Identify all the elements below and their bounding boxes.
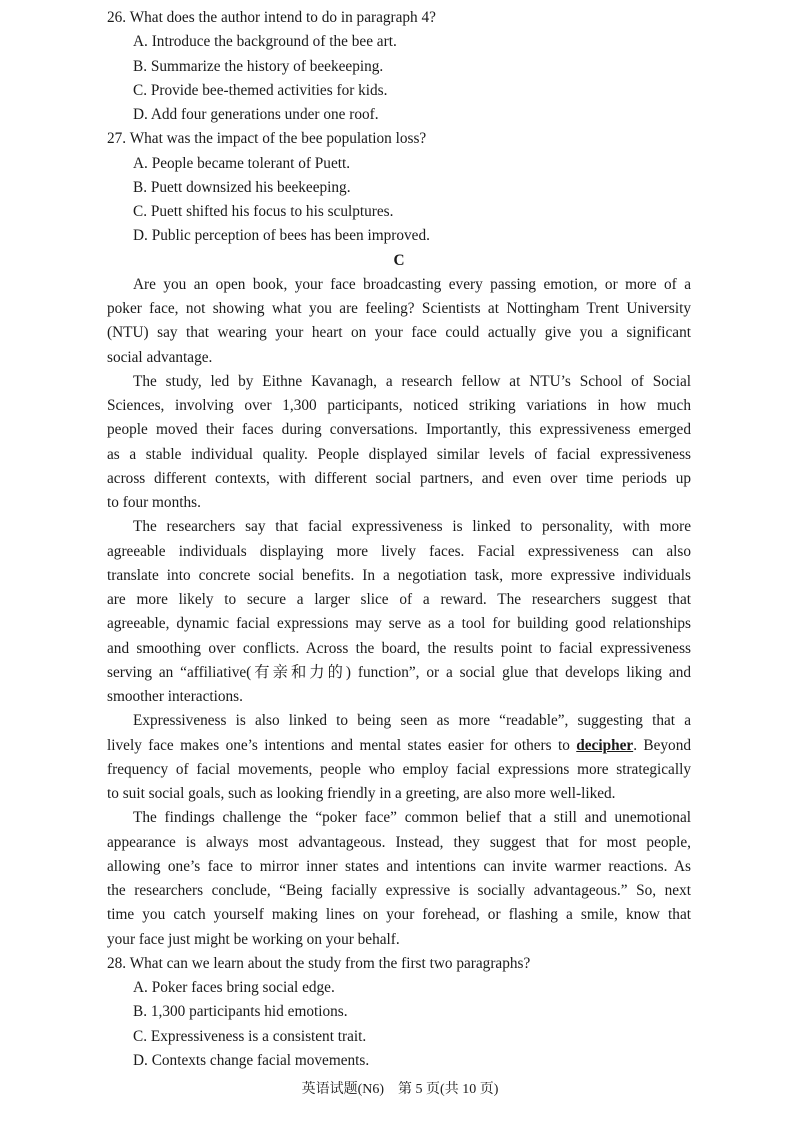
line: Are you an open book, your face broadcasting every passing emotion, or more of a (133, 275, 691, 293)
question-number: 27. (107, 130, 127, 148)
line: agreeable, dynamic facial expressions may serve as a tool for building good relationships (107, 615, 691, 633)
option-b: B. Summarize the history of beekeeping. (133, 57, 384, 75)
line (107, 734, 691, 758)
option-b: B. Puett downsized his beekeeping. (133, 178, 351, 196)
stem-text: What can we learn about the study from the first two paragraphs? (129, 954, 531, 972)
option-a: A. Poker faces bring social edge. (133, 979, 335, 996)
line: Expressiveness is also linked to being seen as more “readable”, suggesting that a (133, 712, 691, 730)
page-footer: 英语试题(N6) 第 5 页(共 10 页) (301, 1082, 499, 1097)
line: poker face, not showing what you are feeling? Scientists at Nottingham Trent University (107, 300, 691, 317)
line: The researchers say that facial expressiveness is linked to personality, with more (133, 518, 691, 536)
paragraph-1 (107, 273, 691, 370)
question-26 (107, 6, 691, 127)
exam-page (107, 6, 691, 1073)
line: appearance is always most advantageous. Instead, they suggest that for most people, (107, 833, 691, 851)
line: the researchers conclude, “Being facially expressive is socially advantageous.” So, next (107, 882, 691, 899)
stem-text: What does the author intend to do in paragraph 4? (129, 9, 436, 26)
option-b: B. 1,300 participants hid emotions. (133, 1003, 348, 1021)
text: . Beyond (633, 736, 691, 754)
line: (NTU) say that wearing your heart on your face could actually give you a significant (107, 324, 691, 342)
option-a: A. People became tolerant of Puett. (133, 154, 351, 172)
line: smoother interactions. (107, 688, 243, 705)
line: across different contexts, with different social partners, and even over time periods up (107, 469, 691, 487)
option-c: C. Provide bee-themed activities for kids. (133, 81, 388, 99)
line: agreeable individuals displaying more lively faces. Facial expressiveness can also (107, 542, 691, 560)
text: lively face makes one’s intentions and mental states easier for others to (107, 736, 577, 754)
paragraph-3 (107, 515, 691, 709)
line: serving an “affiliative(有亲和力的) function”, or a social glue that develops liking and (107, 663, 691, 681)
line: to suit social goals, such as looking friendly in a greeting, are also more well-liked. (107, 785, 616, 802)
question-stem (107, 127, 691, 151)
option-d: D. Contexts change facial movements. (133, 1051, 370, 1069)
option-a: A. Introduce the background of the bee art. (133, 33, 397, 51)
keyword-decipher: decipher (576, 736, 634, 754)
section-label: C (393, 251, 405, 269)
line: to four months. (107, 494, 201, 511)
paragraph-2 (107, 370, 691, 516)
line: The study, led by Eithne Kavanagh, a research fellow at NTU’s School of Social (133, 372, 691, 390)
option-d: D. Public perception of bees has been improved. (133, 227, 430, 245)
stem-text: What was the impact of the bee population loss? (129, 130, 427, 148)
line: your face just might be working on your behalf. (107, 930, 400, 948)
line: Sciences, involving over 1,300 participants, noticed striking variations in how much (107, 397, 691, 414)
option-c: C. Puett shifted his focus to his sculptures. (133, 203, 394, 220)
line: frequency of facial movements, people who employ facial expressions more strategically (107, 760, 691, 778)
line: are more likely to secure a larger slice of a reward. The researchers suggest that (107, 591, 691, 608)
line: social advantage. (107, 348, 213, 366)
question-stem (107, 952, 691, 976)
line: time you catch yourself making lines on your forehead, or flashing a smile, know that (107, 906, 691, 924)
line: The findings challenge the “poker face” common belief that a still and unemotional (133, 809, 691, 827)
line: as a stable individual quality. People displayed similar levels of facial expressiveness (107, 445, 691, 463)
paragraph-4 (107, 709, 691, 806)
question-stem (107, 6, 691, 30)
option-d: D. Add four generations under one roof. (133, 106, 379, 123)
question-28 (107, 952, 691, 1073)
line: people moved their faces during conversations. Importantly, this expressiveness emerged (107, 421, 691, 439)
question-number: 26. (107, 9, 127, 26)
line: allowing one’s face to mirror inner states and intentions can invite warmer reactions. As (107, 857, 691, 875)
question-number: 28. (107, 954, 127, 972)
line: and smoothing over conflicts. Across the board, the results point to facial expressiveness (107, 639, 691, 657)
paragraph-5 (107, 806, 691, 952)
question-27 (107, 127, 691, 248)
line: translate into concrete social benefits. In a negotiation task, more expressive individuals (107, 566, 691, 584)
option-c: C. Expressiveness is a consistent trait. (133, 1027, 367, 1045)
